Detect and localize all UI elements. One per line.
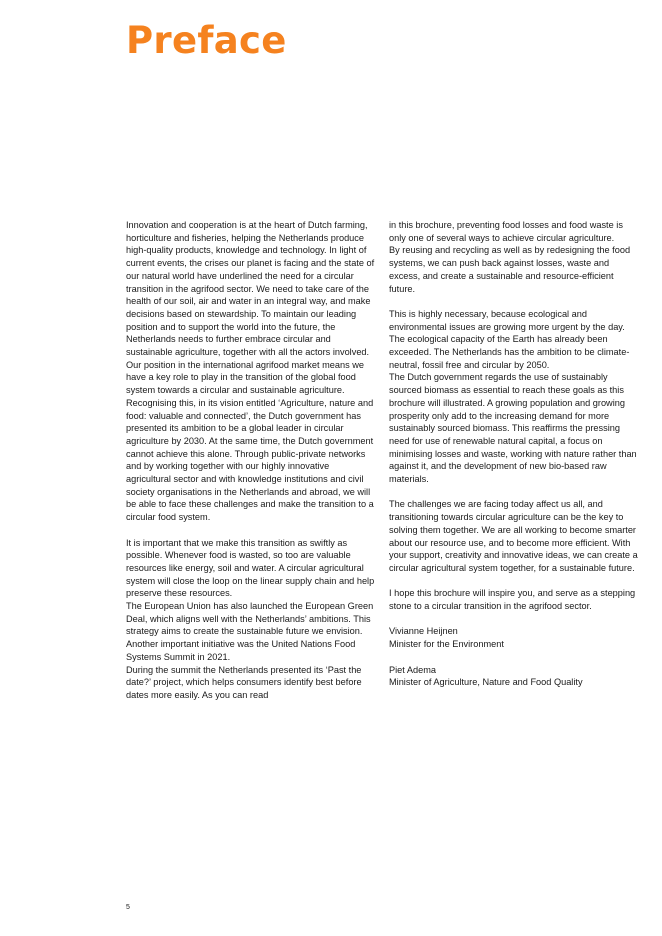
right-column <box>389 219 639 689</box>
signatory-title: Minister of Agriculture, Nature and Food Quality <box>389 677 583 688</box>
paragraph: The European Union has also launched the European Green Deal, which aligns well with the Netherlands’ ambitions. This strategy aims to create the sustainable future we envision. Another important initiative was the United Nations Food Systems Summit in 2021. <box>126 601 374 662</box>
paragraph: During the summit the Netherlands presented its ‘Past the date?’ project, which helps consumers identify best before dates more easily. As you can read <box>126 664 362 700</box>
paragraph: in this brochure, preventing food losses and food waste is only one of several ways to achieve circular agriculture. <box>389 220 623 243</box>
signatory-title: Minister for the Environment <box>389 639 504 650</box>
paragraph: By reusing and recycling as well as by redesigning the food systems, we can push back against losses, waste and excess, and create a sustainable and resource-efficient future. <box>389 245 631 294</box>
page-number: 5 <box>126 904 130 911</box>
paragraph: Innovation and cooperation is at the heart of Dutch farming, horticulture and fisheries, helping the Netherlands produce high-quality products, knowledge and technology. In light of current events, the crises our planet is facing and the state of our natural world have underlined the need for a circular transition in the agrifood sector. We need to take care of the health of our soil, air and water in an integral way, and make decisions based on stewardship. To maintain our leading position and to support the world into the future, the Netherlands needs to further embrace circular and sustainable agriculture, together with all the actors involved. Our position in the international agrifood market means we have a key role to play in the transition of the global food system towards a circular and sustainable agriculture. <box>126 220 375 396</box>
page-title: Preface <box>126 19 287 62</box>
paragraph: This is highly necessary, because ecological and environmental issues are growing more urgent by the day. The ecological capacity of the Earth has already been exceeded. The Netherlands has the ambition to be climate-neutral, fossil free and circular by 2050. <box>389 308 630 370</box>
paragraph: The Dutch government regards the use of sustainably sourced biomass as essential to reach these goals as this brochure will illustrated. A growing population and growing prosperity only add to the increasing demand for more sustainably sourced biomass. This reaffirms the pressing need for use of renewable natural capital, a focus on minimising losses and waste, working with nature rather than against it, and the development of new bio-based raw materials. <box>389 372 637 485</box>
paragraph: The challenges we are facing today affect us all, and transitioning towards circular agriculture can be the key to solving them together. We are all working to become smarter about our resource use, and to become more efficient. With your support, creativity and innovative ideas, we can create a circular agricultural system together, for a sustainable future. <box>389 499 638 573</box>
left-column <box>126 219 376 702</box>
paragraph: Recognising this, in its vision entitled ‘Agriculture, nature and food: valuable and connected’, the Dutch government has presented its ambition to be a global leader in circular agriculture by 2030. At the same time, the Dutch government cannot achieve this alone. Through public-private networks and by working together with our highly innovative agricultural sector and with knowledge institutions and civil society organisations in the Netherlands and abroad, we will be able to face these challenges and make the transition to a circular food system. <box>126 397 374 523</box>
signature-block-1 <box>389 625 639 650</box>
signatory-name: Vivianne Heijnen <box>389 626 458 637</box>
paragraph: I hope this brochure will inspire you, and serve as a stepping stone to a circular transition in the agrifood sector. <box>389 588 636 612</box>
signatory-name: Piet Adema <box>389 664 436 675</box>
signature-block-2 <box>389 664 639 689</box>
paragraph: It is important that we make this transition as swiftly as possible. Whenever food is wasted, so too are valuable resources like energy, soil and water. A circular agricultural system will close the loop on the linear supply chain and help preserve these resources. <box>126 537 375 599</box>
